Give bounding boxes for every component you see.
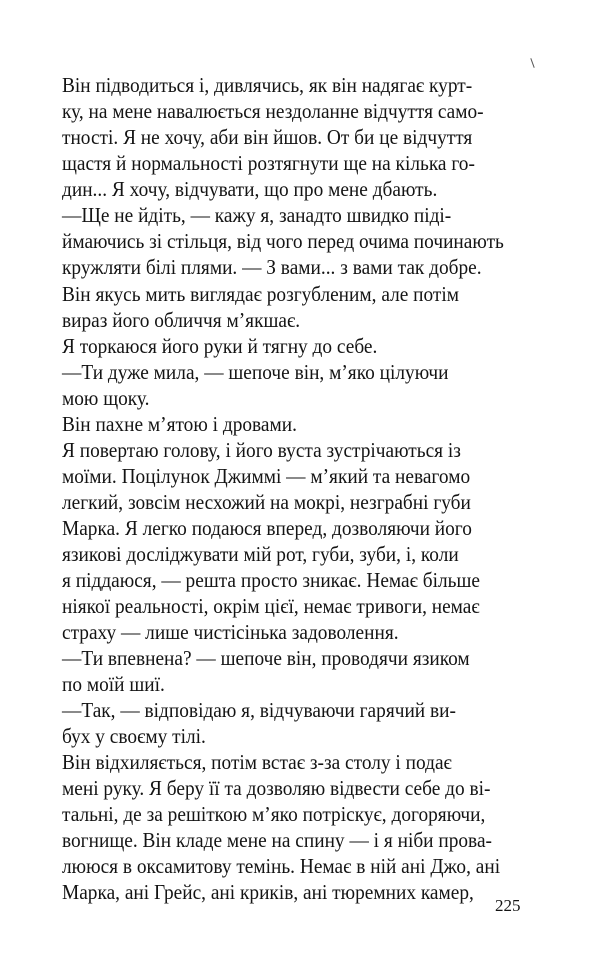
text-line: моїми. Поцілунок Джиммі — м’який та невагомо <box>62 464 471 488</box>
text-line: кружляти білі плями. — З вами... з вами так добре. <box>62 255 482 279</box>
text-line: тності. Я не хочу, аби він йшов. От би це відчуття <box>62 125 473 149</box>
text-line: ніякої реальності, окрім цієї, немає тривоги, немає <box>62 594 480 618</box>
text-line: мою щоку. <box>62 386 150 410</box>
text-line: страху — лише чистісінька задоволення. <box>62 620 399 644</box>
text-line: по моїй шиї. <box>62 672 165 696</box>
text-line: Він відхиляється, потім встає з-за столу і подає <box>62 750 452 774</box>
text-line: щастя й нормальності розтягнути ще на кілька го- <box>62 151 475 175</box>
text-line: —Ти впевнена? — шепоче він, проводячи язиком <box>62 646 470 670</box>
text-line: тальні, де за решіткою м’яко потріскує, догоряючи, <box>62 802 486 826</box>
text-line: Я торкаюся його руки й тягну до себе. <box>62 334 378 358</box>
text-line: Я повертаю голову, і його вуста зустрічаються із <box>62 438 461 462</box>
text-line: дин... Я хочу, відчувати, що про мене дбають. <box>62 177 438 201</box>
text-line: ку, на мене навалюється нездоланне відчуття само- <box>62 99 484 123</box>
text-line: Марка. Я легко подаюся вперед, дозволяючи його <box>62 516 472 540</box>
text-line: вогнище. Він кладе мене на спину — і я ніби прова- <box>62 828 492 852</box>
text-line: бух у своєму тілі. <box>62 724 206 748</box>
text-line: Марка, ані Грейс, ані криків, ані тюремних камер, <box>62 880 474 904</box>
text-line: вираз його обличчя м’якшає. <box>62 308 301 332</box>
text-line: —Так, — відповідаю я, відчуваючи гарячий ви- <box>62 698 456 722</box>
text-line: легкий, зовсім несхожий на мокрі, незграбні губи <box>62 490 471 514</box>
text-line: Він підводиться і, дивлячись, як він надягає курт- <box>62 73 473 97</box>
text-line: лююся в оксамитову темінь. Немає в ній ані Джо, ані <box>62 854 501 878</box>
page-corner-mark <box>530 58 534 68</box>
text-line: Він пахне м’ятою і дровами. <box>62 412 297 436</box>
text-line: мені руку. Я беру її та дозволяю відвести себе до ві- <box>62 776 491 800</box>
book-page-text <box>62 0 530 958</box>
text-line: язикові досліджувати мій рот, губи, зуби, і, коли <box>62 542 459 566</box>
text-line: ймаючись зі стільця, від чого перед очима починають <box>62 229 504 253</box>
text-line: Він якусь мить виглядає розгубленим, але потім <box>62 282 460 306</box>
page-number: 225 <box>495 896 521 915</box>
text-line: —Ще не йдіть, — кажу я, занадто швидко піді- <box>62 203 452 227</box>
text-line: —Ти дуже мила, — шепоче він, м’яко цілуючи <box>62 360 449 384</box>
text-line: я піддаюся, — решта просто зникає. Немає більше <box>62 568 480 592</box>
